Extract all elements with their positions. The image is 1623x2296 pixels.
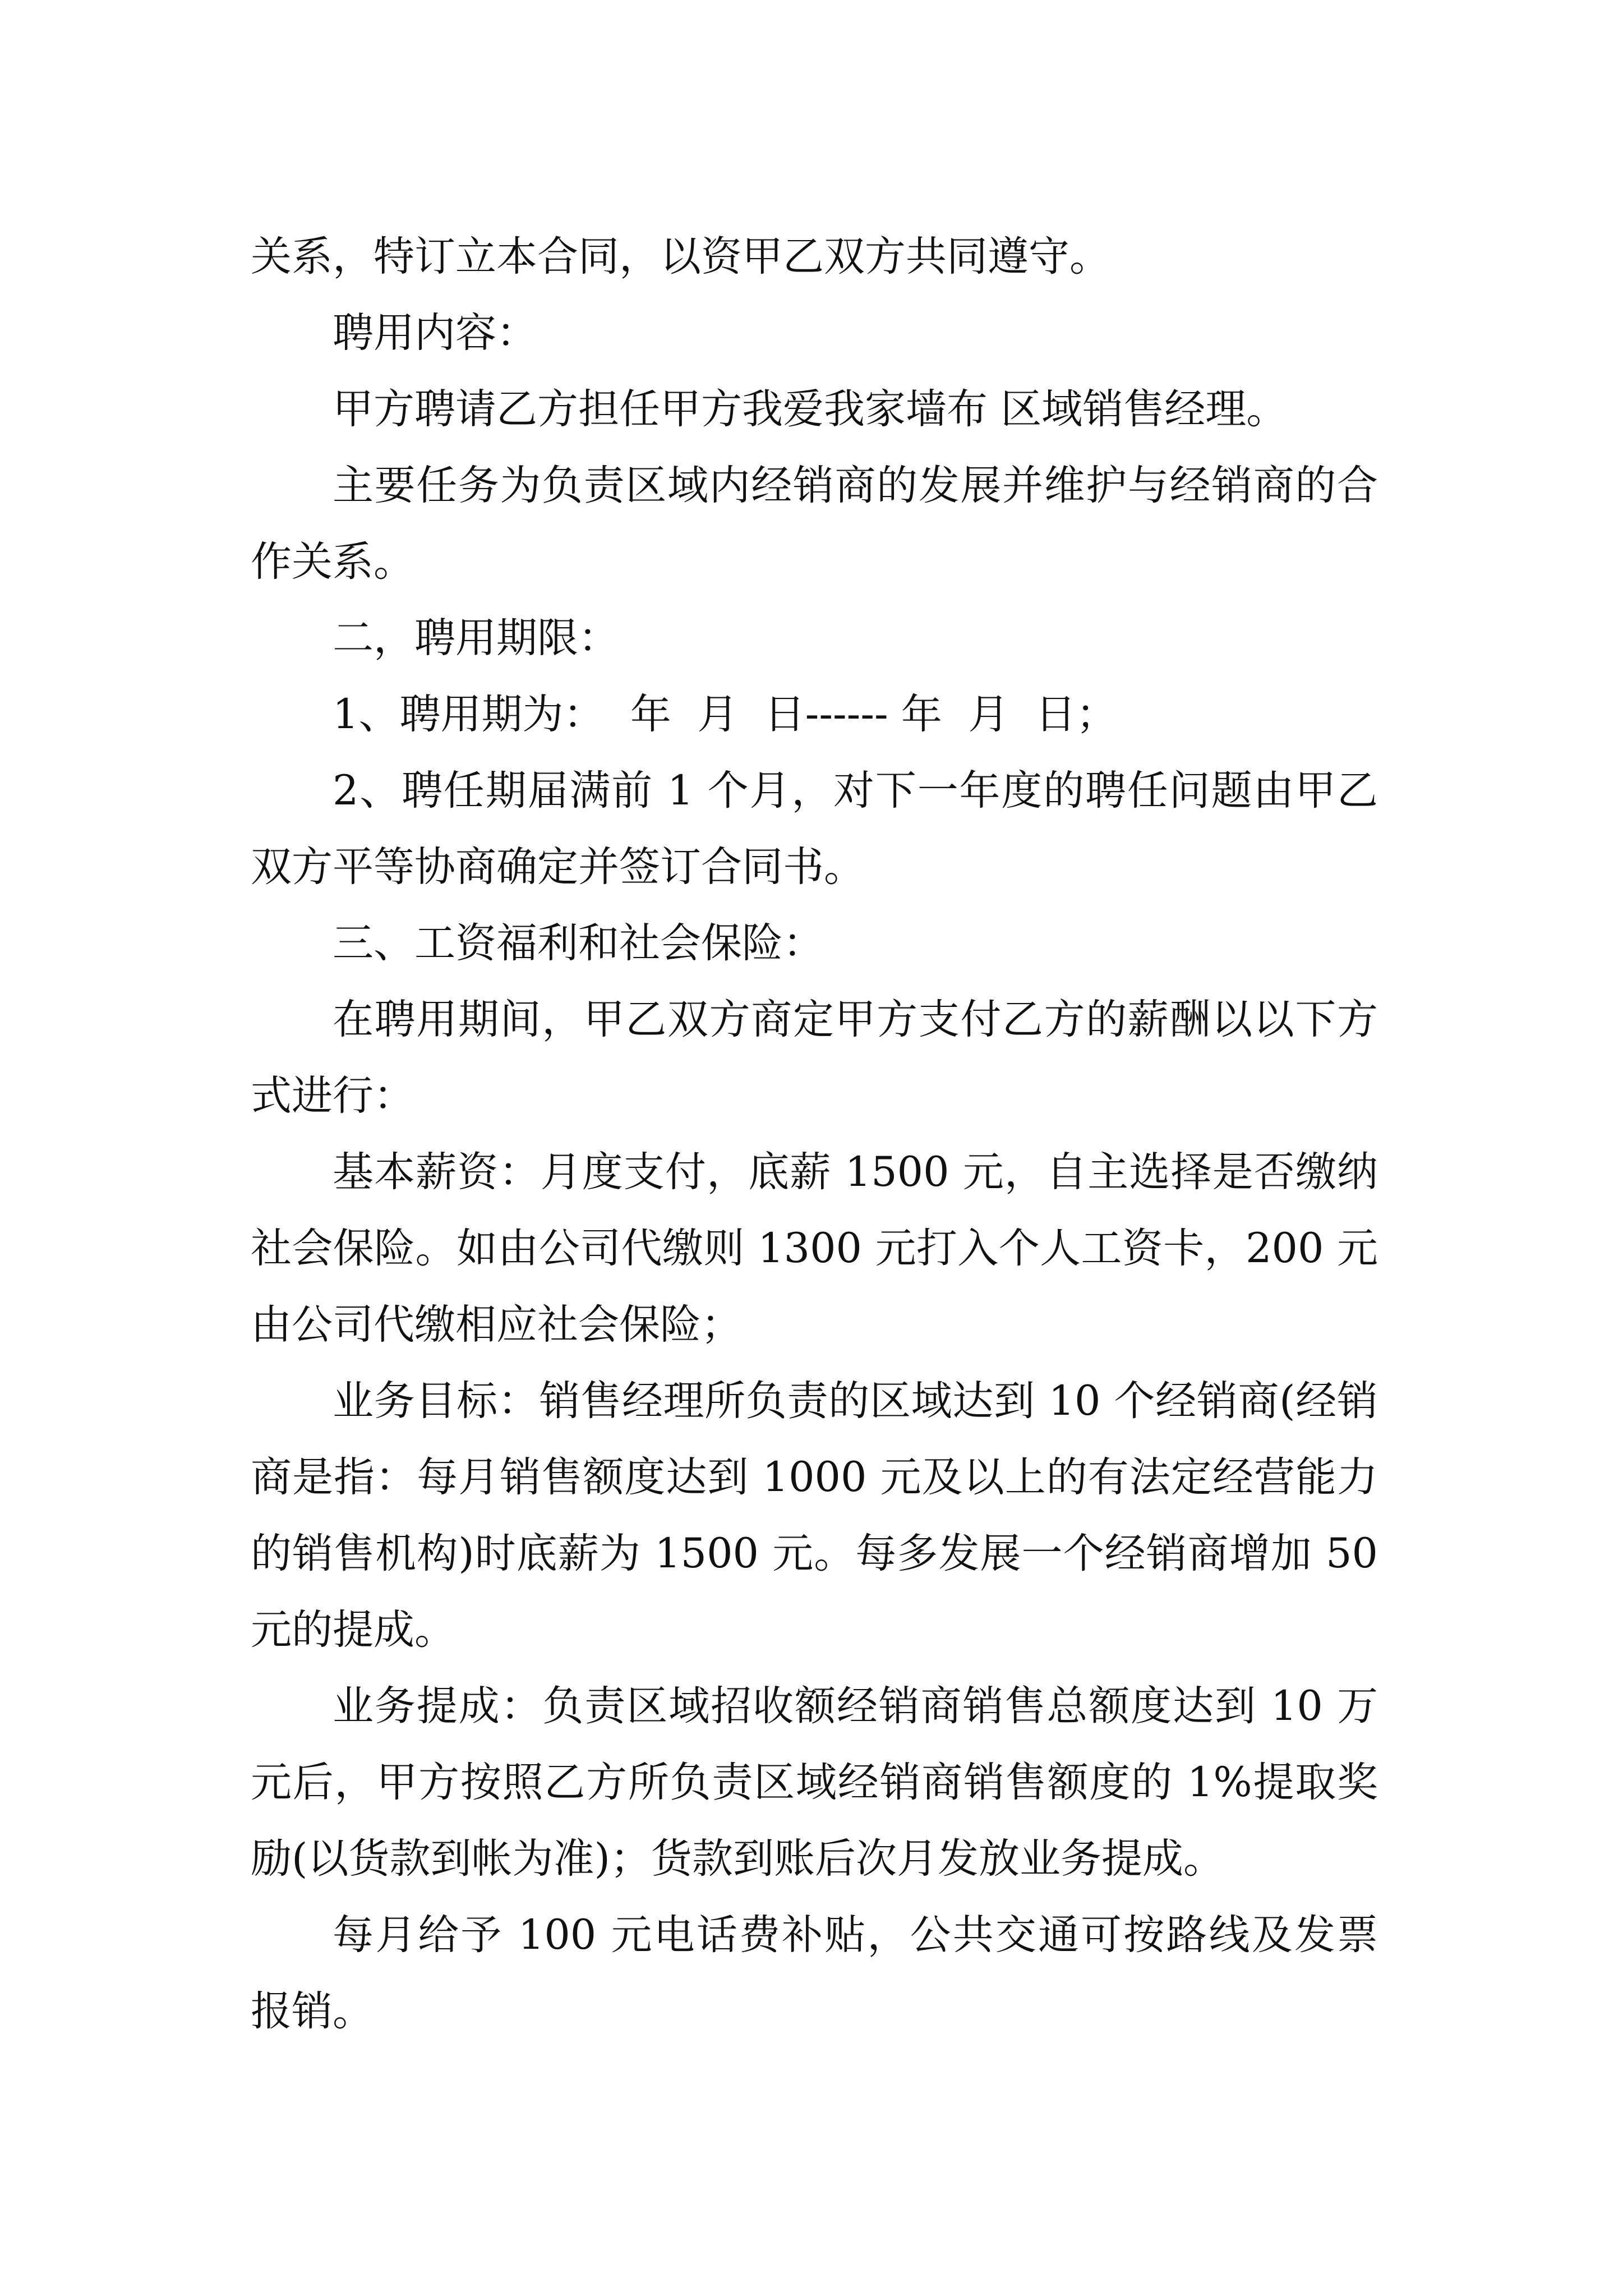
paragraph-13: 每月给予 100 元电话费补贴，公共交通可按路线及发票报销。 xyxy=(251,1911,1378,2035)
paragraph-9: 在聘用期间，甲乙双方商定甲方支付乙方的薪酬以以下方式进行： xyxy=(251,996,1378,1120)
paragraph-4: 主要任务为负责区域内经销商的发展并维护与经销商的合作关系。 xyxy=(251,462,1378,586)
paragraph-2: 聘用内容： xyxy=(333,309,537,357)
paragraph-10: 基本薪资：月度支付，底薪 1500 元，自主选择是否缴纳社会保险。如由公司代缴则 1300 元打入个人工资卡，200 元由公司代缴相应社会保险； xyxy=(251,1148,1378,1349)
paragraph-7: 2、聘任期届满前 1 个月，对下一年度的聘任问题由甲乙双方平等协商确定并签订合同书。 xyxy=(251,767,1378,891)
paragraph-3: 甲方聘请乙方担任甲方我爱我家墙布 区域销售经理。 xyxy=(333,385,1288,433)
document-body xyxy=(251,219,1378,2050)
paragraph-1: 关系，特订立本合同，以资甲乙双方共同遵守。 xyxy=(251,233,1110,280)
paragraph-6: 1、聘用期为： 年 月 日------ 年 月 日； xyxy=(333,691,1117,738)
paragraph-11: 业务目标：销售经理所负责的区域达到 10 个经销商(经销商是指：每月销售额度达到 1000 元及以上的有法定经营能力的销售机构)时底薪为 1500 元。每多发展一个经销商增加 50 元的提成。 xyxy=(251,1377,1378,1654)
paragraph-5: 二，聘用期限： xyxy=(333,614,619,662)
paragraph-8: 三、工资福利和社会保险： xyxy=(333,919,824,967)
paragraph-12: 业务提成：负责区域招收额经销商销售总额度达到 10 万元后，甲方按照乙方所负责区域经销商销售额度的 1%提取奖励(以货款到帐为准)；货款到账后次月发放业务提成。 xyxy=(251,1682,1378,1883)
